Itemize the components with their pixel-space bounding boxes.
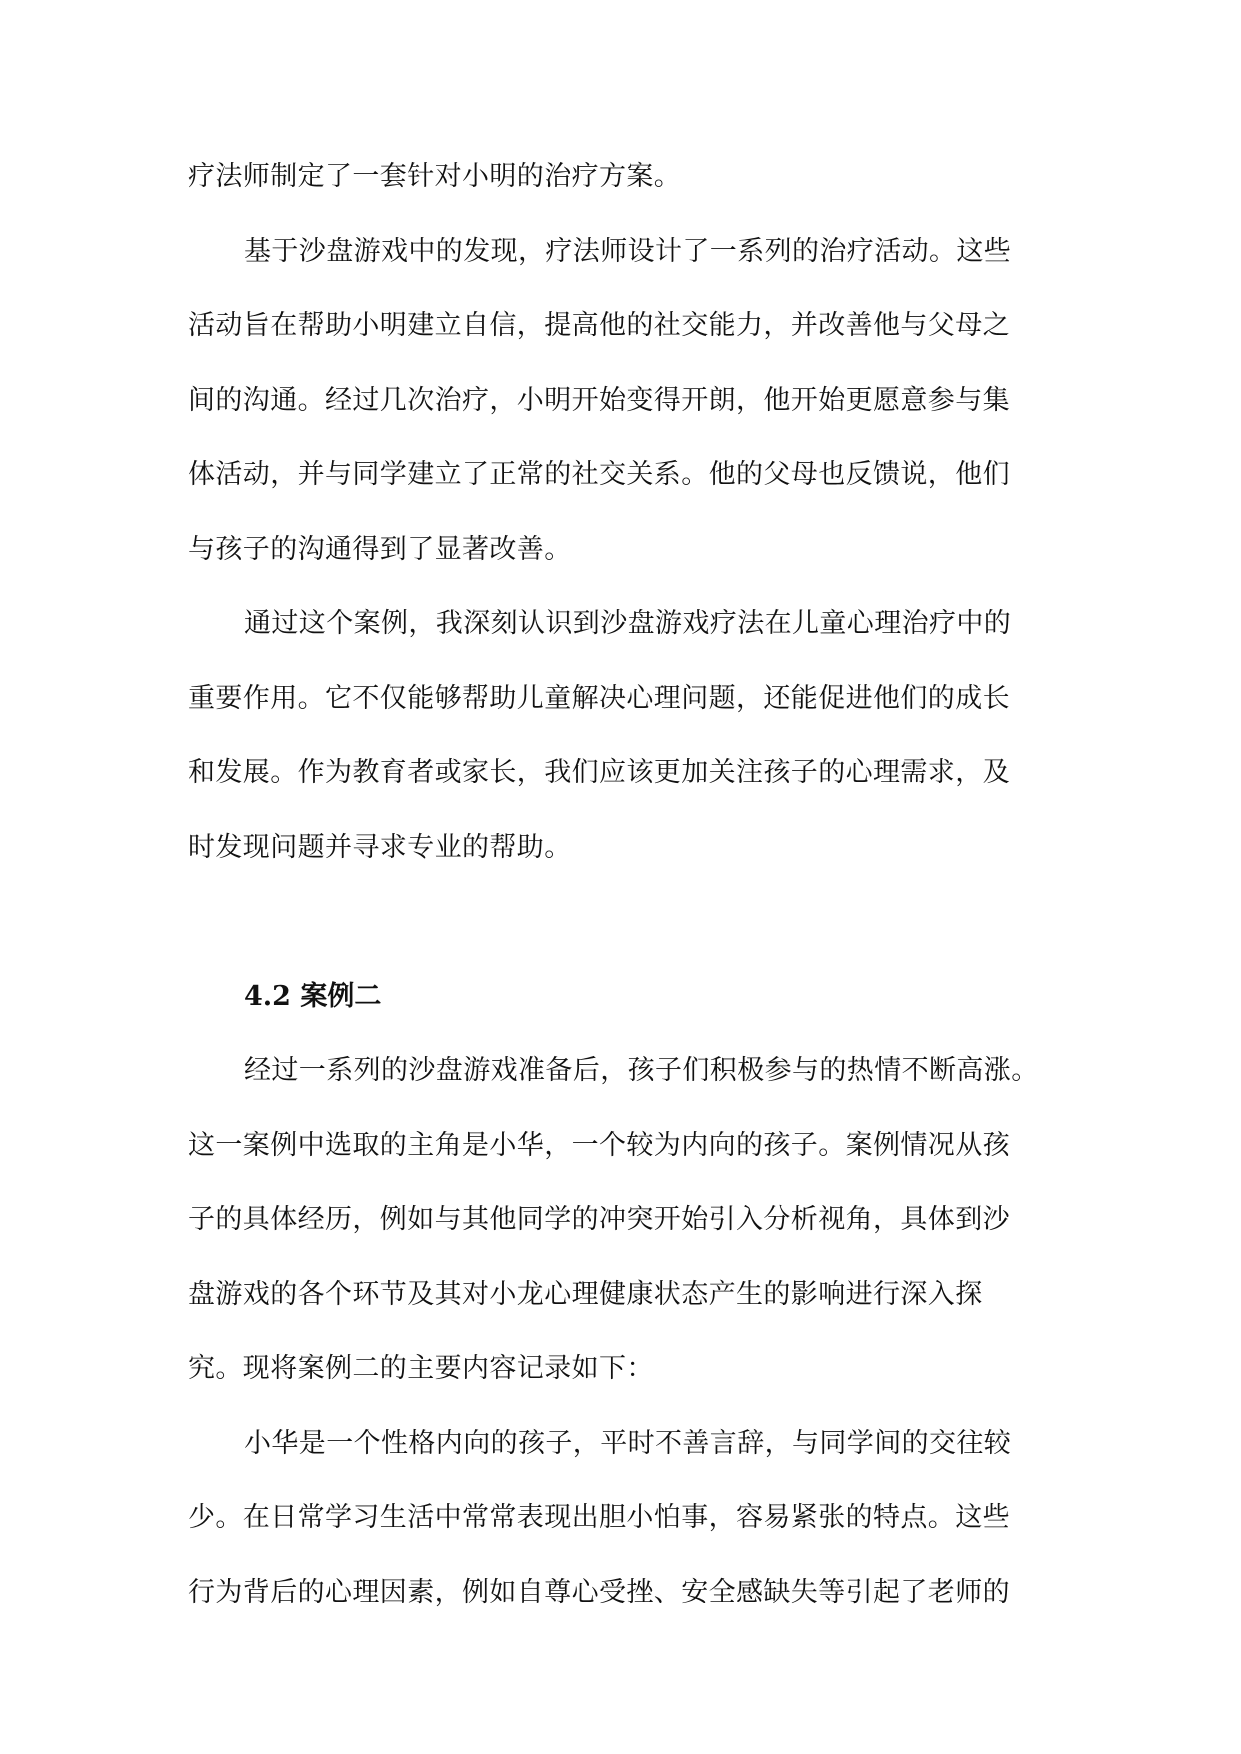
text-line: 小华是一个性格内向的孩子，平时不善言辞，与同学间的交往较 (244, 1427, 1012, 1459)
document-page (188, 140, 1060, 1630)
section-heading: 4.2 案例二 (244, 980, 382, 1012)
text-line: 时发现问题并寻求专业的帮助。 (188, 831, 572, 863)
text-line: 活动旨在帮助小明建立自信，提高他的社交能力，并改善他与父母之 (188, 310, 1010, 341)
text-line: 基于沙盘游戏中的发现，疗法师设计了一系列的治疗活动。这些 (244, 235, 1012, 267)
text-line: 究。现将案例二的主要内容记录如下： (188, 1353, 654, 1384)
text-line: 重要作用。它不仅能够帮助儿童解决心理问题，还能促进他们的成长 (188, 682, 1010, 714)
text-line: 通过这个案例，我深刻认识到沙盘游戏疗法在儿童心理治疗中的 (244, 608, 1012, 639)
text-line: 和发展。作为教育者或家长，我们应该更加关注孩子的心理需求，及 (188, 757, 1010, 788)
text-line: 与孩子的沟通得到了显著改善。 (188, 533, 572, 565)
text-line: 少。在日常学习生活中常常表现出胆小怕事，容易紧张的特点。这些 (188, 1502, 1010, 1533)
text-line: 盘游戏的各个环节及其对小龙心理健康状态产生的影响进行深入探 (188, 1278, 983, 1310)
text-line: 疗法师制定了一套针对小明的治疗方案。 (188, 161, 682, 192)
text-line: 行为背后的心理因素，例如自尊心受挫、安全感缺失等引起了老师的 (188, 1576, 1010, 1608)
text-line: 子的具体经历，例如与其他同学的冲突开始引入分析视角，具体到沙 (188, 1204, 1010, 1235)
text-line: 经过一系列的沙盘游戏准备后，孩子们积极参与的热情不断高涨。 (244, 1055, 1039, 1086)
text-line: 体活动，并与同学建立了正常的社交关系。他的父母也反馈说，他们 (188, 459, 1010, 490)
spacer (188, 885, 1060, 960)
text-line: 这一案例中选取的主角是小华，一个较为内向的孩子。案例情况从孩 (188, 1129, 1010, 1161)
text-line: 间的沟通。经过几次治疗，小明开始变得开朗，他开始更愿意参与集 (188, 384, 1010, 416)
